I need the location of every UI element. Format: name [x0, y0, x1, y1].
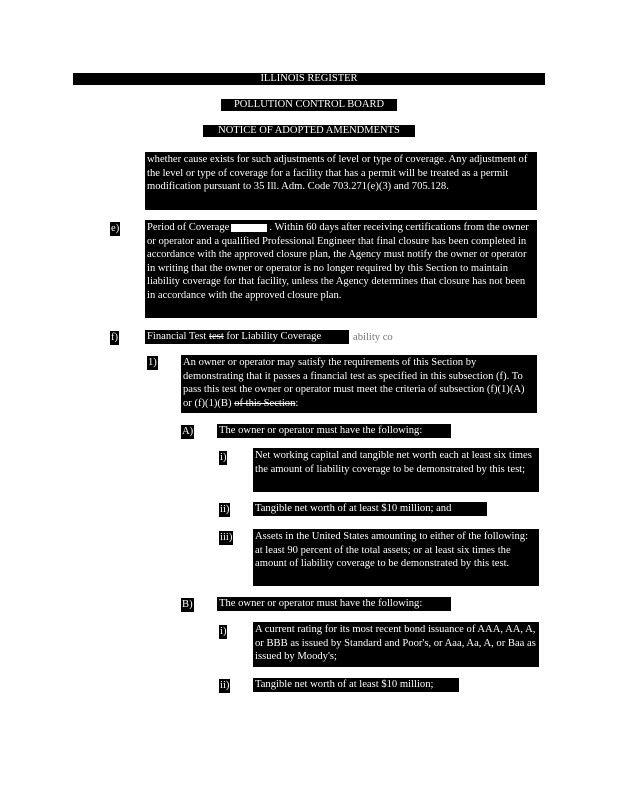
section-B-label: B) — [182, 599, 193, 610]
section-Bi-text: A current rating for its most recent bond issuance of AAA, AA, A, or BBB as issued by Standard and Poor's, or Aaa, Aa, A, or Baa as issued by Moody's; — [253, 622, 539, 667]
section-f-heading — [145, 330, 349, 344]
section-Aii-text: Tangible net worth of at least $10 million; and — [253, 502, 487, 516]
section-f-title-a: Financial Test — [147, 331, 207, 342]
section-e-label: e) — [111, 223, 120, 234]
section-f-title-struck: test — [209, 331, 224, 342]
continuation-paragraph: whether cause exists for such adjustments of level or type of coverage. Any adjustment of the level or type of coverage for a facility that has a permit will be treated as a permit modification pursuant to 35 Ill. Adm. Code 703.271(e)(3) and 705.128. — [145, 152, 537, 210]
section-f1-text: An owner or operator may satisfy the requirements of this Section by demonstrating that it passes a financial test as specified in this subsection (f). To pass this test the owner or operator must meet the criteria of subsection (f)(1)(A) or (f)(1)(B) — [183, 357, 525, 409]
section-f1-label: 1) — [148, 357, 157, 368]
faint-struck-text: ability co — [353, 332, 393, 343]
section-e-title: Period of Coverage — [147, 222, 230, 233]
section-f1-paragraph — [181, 355, 537, 413]
section-Bii-label: ii) — [220, 680, 230, 691]
section-f1-end: : — [295, 397, 299, 409]
section-A-text: The owner or operator must have the following: — [217, 424, 451, 438]
section-A-label: A) — [182, 426, 194, 437]
section-Aii-label: ii) — [220, 504, 230, 515]
notice-title: NOTICE OF ADOPTED AMENDMENTS — [203, 125, 415, 137]
section-e-paragraph — [145, 220, 537, 318]
section-Bi-label: i) — [220, 626, 227, 637]
section-Bii-text: Tangible net worth of at least $10 million; — [253, 678, 459, 692]
section-f-label: f) — [111, 332, 119, 343]
section-e-body: . Within 60 days after receiving certifications from the owner or operator and a qualified Professional Engineer that final closure has been completed in accordance with the approved closure plan, the Agency must notify the owner or operator in writing that the owner or operator is no longer required by this Section to maintain liability coverage for that facility, unless the Agency determines that closure has not been in accordance with the approved closure plan. — [147, 222, 529, 301]
section-f1-struck: of this Section — [234, 397, 296, 409]
board-title: POLLUTION CONTROL BOARD — [221, 99, 397, 111]
section-Ai-label: i) — [220, 452, 227, 463]
section-f-title-b: for Liability Coverage — [226, 331, 322, 342]
register-title: ILLINOIS REGISTER — [73, 73, 545, 85]
redaction-mark — [231, 224, 267, 232]
section-Ai-text: Net working capital and tangible net worth each at least six times the amount of liability coverage to be demonstrated by this test; — [253, 448, 539, 492]
section-Aiii-label: iii) — [220, 532, 233, 543]
section-B-text: The owner or operator must have the following: — [217, 597, 451, 611]
section-Aiii-text: Assets in the United States amounting to either of the following: at least 90 percent of the total assets; or at least six times the amount of liability coverage to be demonstrated by this test. — [253, 529, 539, 586]
